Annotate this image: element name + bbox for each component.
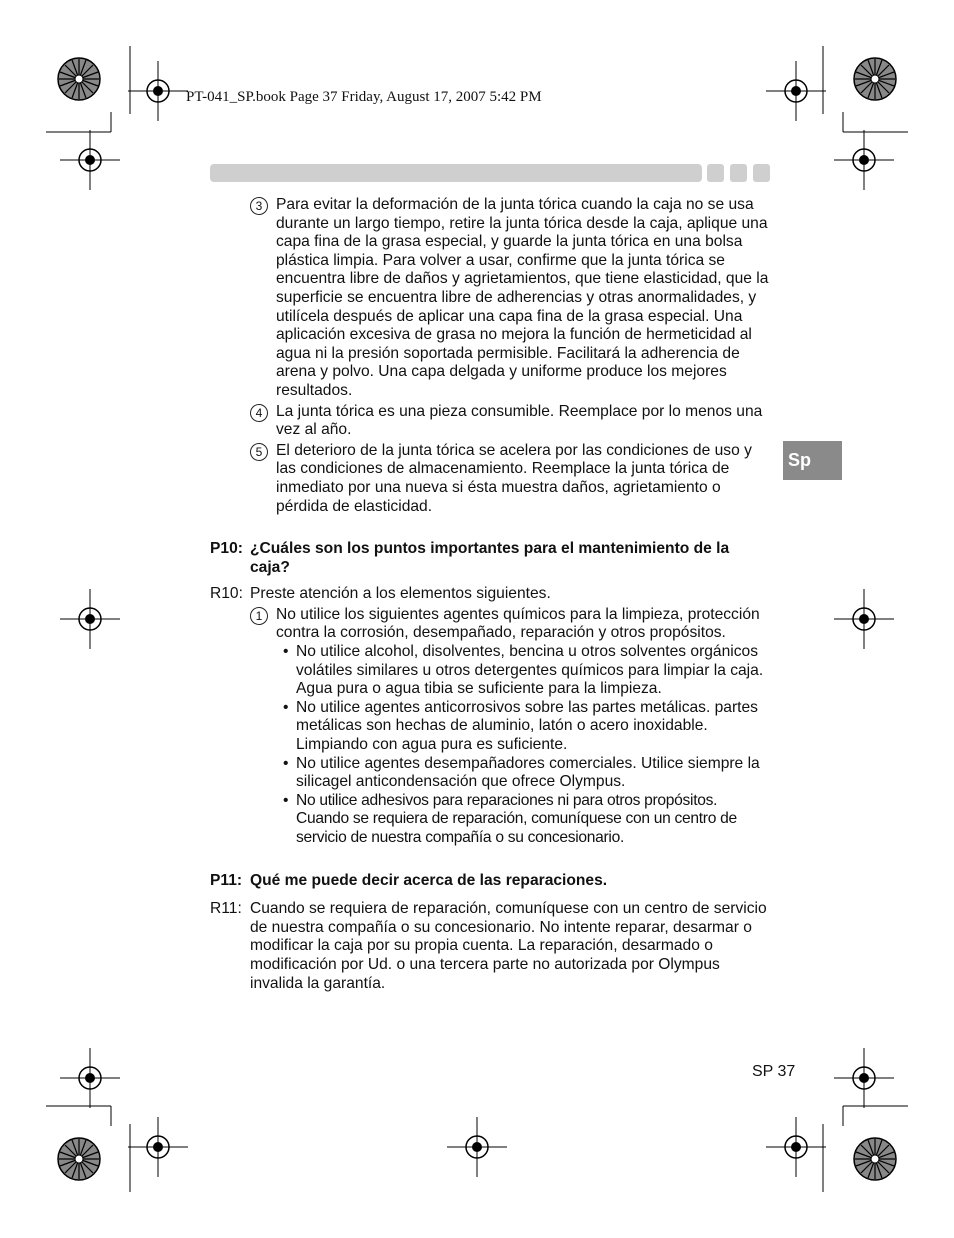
list-item <box>210 403 770 440</box>
circled-number: 5 <box>250 443 268 461</box>
question-p11 <box>210 872 770 891</box>
question-label: P11: <box>210 871 243 889</box>
question-label: P10: <box>210 540 243 558</box>
question-text: ¿Cuáles son los puntos importantes para el mantenimiento de la caja? <box>250 540 730 576</box>
bullet-item: • No utilice agentes anticorrosivos sobre las partes metálicas. partes metálicas son hechas de aluminio, latón o acero inoxidable. Limpiando con agua pura es suficiente. <box>296 699 770 755</box>
answer-r10 <box>210 585 770 604</box>
circled-number: 1 <box>250 607 268 625</box>
answer-text: Cuando se requiera de reparación, comuníquese con un centro de servicio de nuestra compañía o su concesionario. No intente reparar, desarmar o modificar la caja por su propia cuenta. La reparación, desarmado o modificación por Ud. o una tercera parte no autorizada por Olympus invalida la garantía. <box>250 900 767 992</box>
answer-label: R10: <box>210 585 243 603</box>
bullet-list <box>210 643 770 848</box>
answer-text: Preste atención a los elementos siguientes. <box>250 585 551 603</box>
list-item-text: La junta tórica es una pieza consumible. Reemplace por lo menos una vez al año. <box>276 402 763 439</box>
header-square <box>730 164 747 182</box>
bullet-item: • No utilice agentes desempañadores comerciales. Utilice siempre la silicagel anticondensación que ofrece Olympus. <box>296 755 770 792</box>
header-square <box>753 164 770 182</box>
list-item <box>210 606 770 643</box>
question-p10 <box>210 540 770 577</box>
answer-label: R11: <box>210 900 242 918</box>
list-item-text: El deterioro de la junta tórica se acelera por las condiciones de uso y las condiciones de almacenamiento. Reemplace la junta tórica de inmediato por una nueva si ésta muestra daños, agrietamiento o pérdida de elasticidad. <box>276 441 752 515</box>
book-header-line: PT-041_SP.book Page 37 Friday, August 17, 2007 5:42 PM <box>186 89 542 105</box>
list-item <box>210 442 770 516</box>
circled-number: 3 <box>250 197 268 215</box>
answer-r11 <box>210 900 770 993</box>
header-square <box>707 164 724 182</box>
bullet-item: • No utilice adhesivos para reparaciones ni para otros propósitos. Cuando se requiera de reparación, comuníquese con un centro de servicio de nuestra compañía o su concesionario. <box>296 792 770 848</box>
page-number: SP 37 <box>752 1063 796 1080</box>
page-content <box>210 196 770 993</box>
bullet-item: • No utilice alcohol, disolventes, bencina u otros solventes orgánicos volátiles similares u otros detergentes químicos para limpiar la caja. Agua pura o agua tibia se suficiente para la limpieza. <box>296 643 770 699</box>
list-item-text: No utilice los siguientes agentes químicos para la limpieza, protección contra la corrosión, desempañado, reparación y otros propósitos. <box>276 605 760 642</box>
question-text: Qué me puede decir acerca de las reparaciones. <box>250 871 608 889</box>
circled-number: 4 <box>250 404 268 422</box>
language-tab-label: Sp <box>788 450 812 470</box>
language-tab <box>783 441 842 480</box>
header-bar <box>210 164 702 182</box>
list-item <box>210 196 770 401</box>
list-item-text: Para evitar la deformación de la junta tórica cuando la caja no se usa durante un largo tiempo, retire la junta tórica desde la caja, aplique una capa fina de la grasa especial, y guarde la junta tórica en una bolsa plástica limpia. Para volver a usar, confirme que la junta tórica se encuentra libre de daños y agrietamientos, que tiene elasticidad, que la superficie se encuentra libre de adherencias y otras anormalidades, y utilícela después de aplicar una capa fina de la grasa especial. Una aplicación excesiva de grasa no mejora la función de hermeticidad al agua ni la presión soportada permisible. Facilitará la adherencia de arena y polvo. Una capa delgada y uniforme produce los mejores resultados. <box>276 196 769 399</box>
